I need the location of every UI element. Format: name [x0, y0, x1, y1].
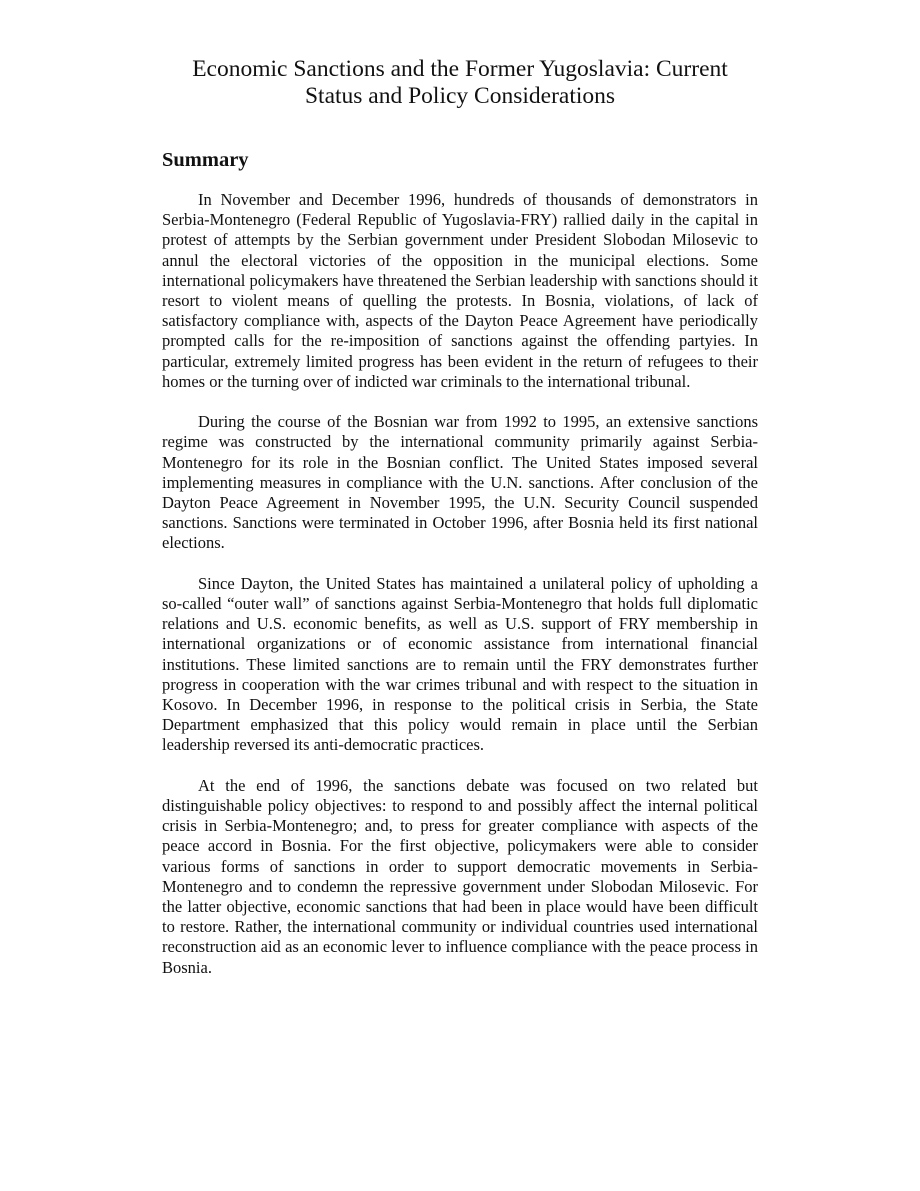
document-title-line-2: Status and Policy Considerations	[304, 83, 616, 109]
document-title-line-1: Economic Sanctions and the Former Yugoslavia: Current	[192, 56, 728, 82]
summary-paragraph-2: During the course of the Bosnian war from 1992 to 1995, an extensive sanctions regime was constructed by the international community primarily against Serbia-Montenegro for its role in the Bosnian conflict. The United States imposed several implementing measures in compliance with the U.N. sanctions. After conclusion of the Dayton Peace Agreement in November 1995, the U.N. Security Council suspended sanctions. Sanctions were terminated in October 1996, after Bosnia held its first national elections.	[162, 412, 758, 553]
section-heading-summary: Summary	[162, 149, 249, 171]
summary-paragraph-3: Since Dayton, the United States has maintained a unilateral policy of upholding a so-called “outer wall” of sanctions against Serbia-Montenegro that holds full diplomatic relations and U.S. economic benefits, as well as U.S. support of FRY membership in international organizations or of economic assistance from international financial institutions. These limited sanctions are to remain until the FRY demonstrates further progress in cooperation with the war crimes tribunal and with respect to the situation in Kosovo. In December 1996, in response to the political crisis in Serbia, the State Department emphasized that this policy would remain in place until the Serbian leadership reversed its anti-democratic practices.	[162, 573, 758, 755]
document-page	[162, 56, 758, 978]
summary-paragraph-4: At the end of 1996, the sanctions debate was focused on two related but distinguishable policy objectives: to respond to and possibly affect the internal political crisis in Serbia-Montenegro; and, to press for greater compliance with aspects of the peace accord in Bosnia. For the first objective, policymakers were able to consider various forms of sanctions in order to support democratic movements in Serbia-Montenegro and to condemn the repressive government under Slobodan Milosevic. For the latter objective, economic sanctions that had been in place would have been difficult to restore. Rather, the international community or individual countries used international reconstruction aid as an economic lever to influence compliance with the peace process in Bosnia.	[162, 775, 758, 977]
summary-paragraph-1: In November and December 1996, hundreds of thousands of demonstrators in Serbia-Montenegro (Federal Republic of Yugoslavia-FRY) rallied daily in the capital in protest of attempts by the Serbian government under President Slobodan Milosevic to annul the electoral victories of the opposition in the municipal elections. Some international policymakers have threatened the Serbian leadership with sanctions should it resort to violent means of quelling the protests. In Bosnia, violations, of lack of satisfactory compliance with, aspects of the Dayton Peace Agreement have periodically prompted calls for the re-imposition of sanctions against the offending partyies. In particular, extremely limited progress has been evident in the return of refugees to their homes or the turning over of indicted war criminals to the international tribunal.	[162, 190, 758, 391]
document-title	[162, 56, 758, 110]
